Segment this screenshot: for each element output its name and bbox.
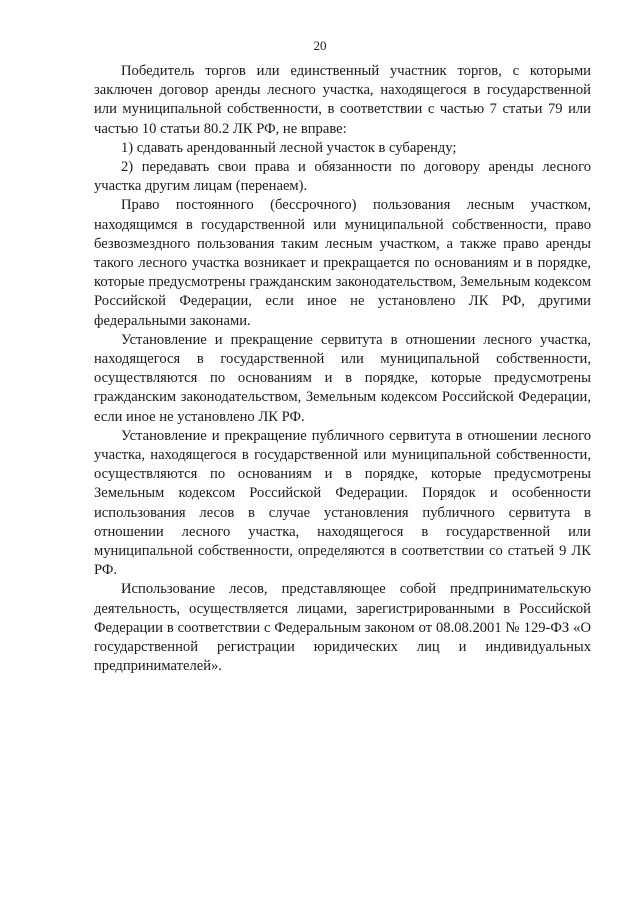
paragraph-business-use: Использование лесов, представляющее собой предпринимательскую деятельность, осуществляется лицами, зарегистрированными в Российской Федерации в соответствии с Федеральным законом от 08.08.2001 № 129-ФЗ «О государственной регистрации юридических лиц и индивидуальных предпринимателей». [94, 581, 591, 675]
list-item-transfer-rights: 2) передавать свои права и обязанности по договору аренды лесного участка другим лицам (перенаем). [94, 159, 591, 195]
paragraph-permanent-use-right: Право постоянного (бессрочного) пользования лесным участком, находящимся в государственной или муниципальной собственности, право безвозмездного пользования таким лесным участком, а также право аренды такого лесного участка возникает и прекращается по основаниям и в порядке, которые предусмотрены гражданским законодательством, Земельным кодексом Российской Федерации, если иное не установлено ЛК РФ, другими федеральными законами. [94, 197, 591, 329]
paragraph-auction-winner: Победитель торгов или единственный участник торгов, с которыми заключен договор аренды лесного участка, находящегося в государственной или муниципальной собственности, в соответствии с частью 7 статьи 79 или частью 10 статьи 80.2 ЛК РФ, не вправе: [94, 63, 591, 137]
list-item-sublease: 1) сдавать арендованный лесной участок в субаренду; [121, 139, 457, 156]
paragraph-servitude: Установление и прекращение сервитута в отношении лесного участка, находящегося в государственной или муниципальной собственности, осуществляются по основаниям и в порядке, которые предусмотрены гражданским законодательством, Земельным кодексом Российской Федерации, если иное не установлено ЛК РФ. [94, 331, 591, 425]
document-body [94, 62, 591, 677]
page-number: 20 [313, 38, 327, 53]
paragraph-public-servitude: Установление и прекращение публичного сервитута в отношении лесного участка, находящегося в государственной или муниципальной собственности, осуществляются по основаниям и в порядке, которые предусмотрены Земельным кодексом Российской Федерации. Порядок и особенности использования лесов в случае установления публичного сервитута в отношении лесного участка, находящегося в государственной или муниципальной собственности, определяются в соответствии со статьей 9 ЛК РФ. [94, 427, 591, 579]
